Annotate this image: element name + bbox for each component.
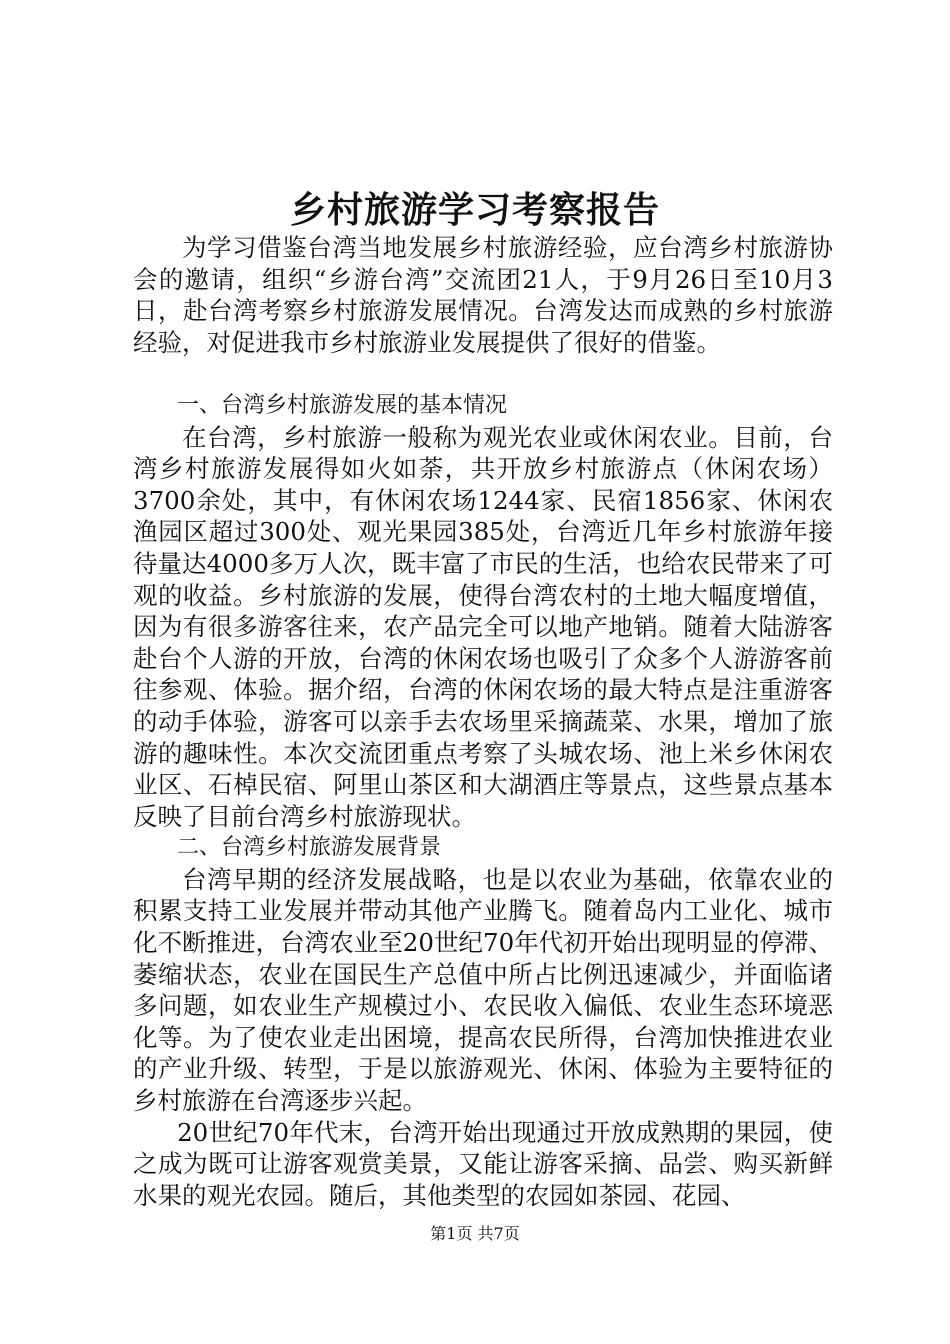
- section-heading-1: 一、台湾乡村旅游发展的基本情况: [177, 392, 508, 418]
- section-2-paragraph-2: 20世纪70年代末，台湾开始出现通过开放成熟期的果园，使之成为既可让游客观赏美景，又能让游客采摘、品尝、购买新鲜水果的观光农园。随后，其他类型的农园如茶园、花园、: [133, 1117, 833, 1210]
- paragraph-spacer: [133, 358, 833, 390]
- section-heading-2: 二、台湾乡村旅游发展背景: [177, 835, 442, 861]
- document-title: 乡村旅游学习考察报告: [289, 189, 660, 231]
- document-body: [133, 232, 833, 1211]
- page-number-footer: 第1页 共7页: [430, 1224, 520, 1243]
- section-1-paragraph: 在台湾，乡村旅游一般称为观光农业或休闲农业。目前，台湾乡村旅游发展得如火如荼，共开放乡村旅游点（休闲农场）3700余处，其中，有休闲农场1244家、民宿1856家、休闲农渔园区超过300处、观光果园385处，台湾近几年乡村旅游年接待量达4000多万人次，既丰富了市民的生活，也给农民带来了可观的收益。乡村旅游的发展，使得台湾农村的土地大幅度增值，因为有很多游客往来，农产品完全可以地产地销。随着大陆游客赴台个人游的开放，台湾的休闲农场也吸引了众多个人游游客前往参观、体验。据介绍，台湾的休闲农场的最大特点是注重游客的动手体验，游客可以亲手去农场里采摘蔬菜、水果，增加了旅游的趣味性。本次交流团重点考察了头城农场、池上米乡休闲农业区、石棹民宿、阿里山茶区和大湖酒庄等景点，这些景点基本反映了目前台湾乡村旅游现状。: [133, 422, 833, 831]
- section-2-paragraph-1: 台湾早期的经济发展战略，也是以农业为基础，依靠农业的积累支持工业发展并带动其他产业腾飞。随着岛内工业化、城市化不断推进，台湾农业至20世纪70年代初开始出现明显的停滞、萎缩状态，农业在国民生产总值中所占比例迅速减少，并面临诸多问题，如农业生产规模过小、农民收入偏低、农业生态环境恶化等。为了使农业走出困境，提高农民所得，台湾加快推进农业的产业升级、转型，于是以旅游观光、休闲、体验为主要特征的乡村旅游在台湾逐步兴起。: [133, 864, 833, 1116]
- intro-paragraph: 为学习借鉴台湾当地发展乡村旅游经验，应台湾乡村旅游协会的邀请，组织“乡游台湾”交流团21人，于9月26日至10月3日，赴台湾考察乡村旅游发展情况。台湾发达而成熟的乡村旅游经验，对促进我市乡村旅游业发展提供了很好的借鉴。: [133, 233, 833, 357]
